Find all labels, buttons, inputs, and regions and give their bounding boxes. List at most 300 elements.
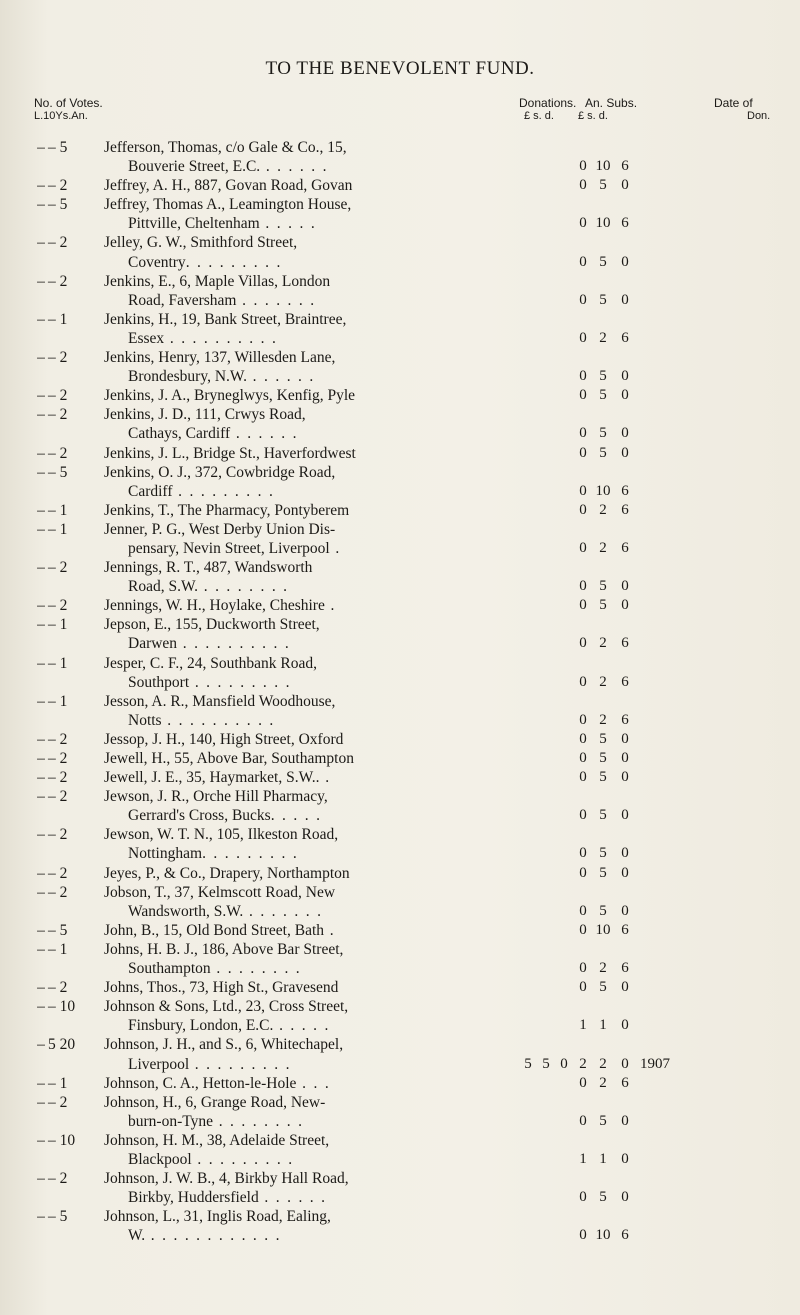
l10-votes: – <box>37 501 45 519</box>
subscription-shillings: 5 <box>599 253 607 270</box>
l10-votes: – <box>37 559 45 577</box>
l10-votes: – <box>37 349 45 367</box>
l10-votes: – <box>37 444 45 462</box>
entry-line <box>0 596 800 615</box>
subscription-pence: 6 <box>621 673 629 690</box>
subscription-pence: 0 <box>621 177 629 194</box>
subscription-pounds: 0 <box>579 864 587 881</box>
subscription-pounds: 0 <box>579 368 587 385</box>
entry-line <box>0 1207 800 1226</box>
subscriber-name: John, B., 15, Old Bond Street, Bath . <box>104 921 336 939</box>
list-item <box>0 1131 800 1169</box>
subscription-shillings: 10 <box>595 1227 611 1244</box>
subscriber-name: Johnson, H. M., 38, Adelaide Street, <box>104 1131 330 1149</box>
vote-count: – 5 <box>48 196 68 214</box>
subscription-pence: 0 <box>621 769 629 786</box>
subscription-pounds: 0 <box>579 482 587 499</box>
subscriber-name: Jenkins, J. D., 111, Crwys Road, <box>104 406 306 424</box>
subscription-shillings: 5 <box>599 750 607 766</box>
subscriber-name: Jenner, P. G., West Derby Union Dis- <box>104 520 336 538</box>
l10-votes: – <box>37 692 45 710</box>
subscriber-name: Jesson, A. R., Mansfield Woodhouse, <box>104 692 336 710</box>
subscriber-address: Coventry. . . . . . . . . <box>128 253 283 271</box>
subscriber-name: Jeffrey, Thomas A., Leamington House, <box>104 196 352 214</box>
list-item <box>0 348 800 386</box>
list-item <box>0 138 800 176</box>
vote-count: – 1 <box>48 616 68 634</box>
subscriber-name: Jenkins, E., 6, Maple Villas, London <box>104 272 331 290</box>
subscription-pounds: 0 <box>579 769 587 786</box>
vote-count: – 2 <box>48 788 68 806</box>
date-column-subheader: Don. <box>747 110 771 122</box>
entry-line <box>0 577 800 596</box>
vote-count: – 1 <box>48 940 68 958</box>
subscriber-name: Jenkins, J. L., Bridge St., Haverfordwest <box>104 444 356 462</box>
entry-line <box>0 348 800 367</box>
subscription-pounds: 1 <box>579 1017 587 1034</box>
entry-line <box>0 501 800 520</box>
subscription-pounds: 0 <box>579 253 587 270</box>
l10-votes: – <box>37 998 45 1016</box>
l10-votes: – <box>37 826 45 844</box>
vote-count: – 5 <box>48 463 68 481</box>
donations-units-header: £ s. d. <box>524 110 554 122</box>
entry-line <box>0 825 800 844</box>
entry-line <box>0 138 800 157</box>
entry-line <box>0 749 800 768</box>
entry-line <box>0 844 800 863</box>
entry-line <box>0 634 800 653</box>
entry-line <box>0 367 800 386</box>
subscription-pounds: 0 <box>579 750 587 766</box>
list-item <box>0 692 800 730</box>
subscription-pence: 0 <box>621 1189 629 1206</box>
list-item <box>0 787 800 825</box>
entry-line <box>0 463 800 482</box>
subscription-pounds: 0 <box>579 501 587 518</box>
subscription-shillings: 5 <box>599 368 607 385</box>
votes-column-header: No. of Votes. <box>34 96 103 110</box>
leader-dots: . . . . . . . <box>236 291 316 309</box>
subscription-pence: 6 <box>621 158 629 175</box>
l10-votes: – <box>37 177 45 195</box>
entry-line <box>0 482 800 501</box>
subscription-pence: 0 <box>621 1150 629 1167</box>
subscription-shillings: 1 <box>599 1017 607 1034</box>
donation-pounds: 5 <box>524 1055 532 1072</box>
subscription-pounds: 0 <box>579 960 587 977</box>
l10-votes: – <box>37 463 45 481</box>
subscriber-name: Jenkins, T., The Pharmacy, Pontyberem <box>104 501 350 519</box>
subscription-pounds: 0 <box>579 539 587 556</box>
subscription-shillings: 10 <box>595 482 611 499</box>
subscription-pounds: 0 <box>579 1074 587 1091</box>
subscriber-address: Liverpool . . . . . . . . . <box>128 1055 292 1073</box>
list-item <box>0 596 800 615</box>
l10-votes: – <box>37 1036 45 1054</box>
subscriber-address: Southport . . . . . . . . . <box>128 673 292 691</box>
subscription-pounds: 0 <box>579 177 587 194</box>
subscription-shillings: 5 <box>599 807 607 824</box>
subscription-pounds: 0 <box>579 444 587 461</box>
subscriber-name: Jewell, J. E., 35, Haymarket, S.W.. . <box>104 769 331 787</box>
vote-count: – 2 <box>48 1170 68 1188</box>
subscription-shillings: 5 <box>599 425 607 442</box>
subscriber-name: Jenkins, J. A., Bryneglwys, Kenfig, Pyle <box>104 387 356 405</box>
entry-line <box>0 615 800 634</box>
vote-count: – 2 <box>48 864 68 882</box>
leader-dots: . . . . . <box>273 1017 331 1035</box>
subscription-pence: 6 <box>621 921 629 938</box>
subscriber-name: Jeyes, P., & Co., Drapery, Northampton <box>104 864 350 882</box>
subscriber-name: Jewell, H., 55, Above Bar, Southampton <box>104 750 354 767</box>
subscription-pounds: 0 <box>579 387 587 404</box>
vote-count: – 2 <box>48 730 68 748</box>
subscription-pence: 6 <box>621 215 629 232</box>
subscriber-address: Bouverie Street, E.C. . . . . . . <box>128 158 329 176</box>
entry-line <box>0 195 800 214</box>
list-item <box>0 730 800 749</box>
entry-line <box>0 1112 800 1131</box>
subscription-pounds: 2 <box>579 1055 587 1072</box>
subscriber-address: Wandsworth, S.W. . . . . . . . <box>128 902 323 920</box>
subscriber-name: Jobson, T., 37, Kelmscott Road, New <box>104 883 336 901</box>
subscription-pence: 0 <box>621 425 629 442</box>
subscriber-name: Johnson, C. A., Hetton-le-Hole . . . <box>104 1074 331 1092</box>
entry-line <box>0 902 800 921</box>
subscriber-address: Birkby, Huddersfield . . . . . . <box>128 1189 327 1207</box>
subscription-pence: 0 <box>621 750 629 766</box>
list-item <box>0 233 800 271</box>
list-item <box>0 940 800 978</box>
subscription-pence: 0 <box>621 1112 629 1129</box>
subscription-shillings: 2 <box>599 539 607 556</box>
entry-line <box>0 405 800 424</box>
list-item <box>0 1074 800 1093</box>
subscriber-address: Notts . . . . . . . . . . <box>128 711 276 729</box>
subscriber-address: Gerrard's Cross, Bucks. . . . . <box>128 807 322 825</box>
entry-line <box>0 272 800 291</box>
vote-count: – 2 <box>48 272 68 290</box>
vote-count: – 2 <box>48 406 68 424</box>
subscription-shillings: 2 <box>599 635 607 652</box>
l10-votes: – <box>37 1093 45 1111</box>
entry-line <box>0 787 800 806</box>
subscriber-name: Jewson, W. T. N., 105, Ilkeston Road, <box>104 826 339 844</box>
subscriber-name: Johns, Thos., 73, High St., Gravesend <box>104 979 339 997</box>
l10-votes: – <box>37 387 45 405</box>
subscriber-name: Jennings, R. T., 487, Wandsworth <box>104 559 313 577</box>
subscription-shillings: 5 <box>599 979 607 996</box>
subscription-shillings: 2 <box>599 329 607 346</box>
entry-line <box>0 940 800 959</box>
list-item <box>0 997 800 1035</box>
l10-votes: – <box>37 616 45 634</box>
subscription-pence: 0 <box>621 253 629 270</box>
entry-line <box>0 329 800 348</box>
entry-line <box>0 214 800 233</box>
leader-dots: . <box>324 921 336 939</box>
page-title: TO THE BENEVOLENT FUND. <box>265 58 535 79</box>
l10-votes: – <box>37 979 45 997</box>
donation-pence: 0 <box>560 1055 568 1072</box>
entry-line <box>0 386 800 405</box>
entry-line <box>0 1074 800 1093</box>
subscription-shillings: 5 <box>599 578 607 595</box>
leader-dots: . . . . . . <box>258 1189 327 1207</box>
subscription-pence: 6 <box>621 539 629 556</box>
list-item <box>0 1207 800 1245</box>
subscription-shillings: 5 <box>599 444 607 461</box>
list-item <box>0 615 800 653</box>
subscriber-address: Nottingham. . . . . . . . . <box>128 845 299 863</box>
vote-count: – 2 <box>48 349 68 367</box>
leader-dots: . . . . . <box>259 215 317 233</box>
subscription-pence: 0 <box>621 1055 629 1072</box>
entry-line <box>0 157 800 176</box>
subscription-pounds: 0 <box>579 578 587 595</box>
l10-votes: – <box>37 597 45 615</box>
leader-dots: . . . . . . . . . . <box>177 635 291 653</box>
subscriber-name: Johns, H. B. J., 186, Above Bar Street, <box>104 940 344 958</box>
subscription-pounds: 0 <box>579 329 587 346</box>
list-item <box>0 921 800 940</box>
subscriber-address: Darwen . . . . . . . . . . <box>128 635 291 653</box>
subscription-pence: 6 <box>621 1074 629 1091</box>
leader-dots: . . . . . . . . <box>213 1112 304 1130</box>
entry-line <box>0 883 800 902</box>
subscription-pounds: 0 <box>579 730 587 747</box>
entry-line <box>0 1169 800 1188</box>
leader-dots: . . . . . . . . . . . . <box>145 1227 282 1245</box>
l10-votes: – <box>37 730 45 748</box>
subscription-shillings: 2 <box>599 711 607 728</box>
list-item <box>0 825 800 863</box>
l10-votes: – <box>37 1208 45 1226</box>
entry-line <box>0 1093 800 1112</box>
entry-line <box>0 997 800 1016</box>
subscriber-address: Blackpool . . . . . . . . . <box>128 1150 294 1168</box>
entry-line <box>0 233 800 252</box>
entry-line <box>0 978 800 997</box>
subscriber-name: Jelley, G. W., Smithford Street, <box>104 234 298 252</box>
entry-line <box>0 654 800 673</box>
entry-line <box>0 711 800 730</box>
list-item <box>0 520 800 558</box>
subscription-pence: 6 <box>621 635 629 652</box>
entry-line <box>0 692 800 711</box>
entry-line <box>0 1035 800 1054</box>
subscription-shillings: 2 <box>599 1055 607 1072</box>
vote-count: – 2 <box>48 387 68 405</box>
subscription-shillings: 5 <box>599 730 607 747</box>
l10-votes: – <box>37 406 45 424</box>
donation-shillings: 5 <box>542 1055 550 1072</box>
vote-count: – 2 <box>48 597 68 615</box>
list-item <box>0 654 800 692</box>
list-item <box>0 444 800 463</box>
vote-count: – 10 <box>48 1131 76 1149</box>
vote-count: – 1 <box>48 692 68 710</box>
subscription-pence: 6 <box>621 1227 629 1244</box>
subscriber-address: Cardiff . . . . . . . . . <box>128 482 275 500</box>
vote-count: – 5 <box>48 921 68 939</box>
list-item <box>0 864 800 883</box>
subscriber-list <box>0 138 800 1245</box>
entry-line <box>0 253 800 272</box>
leader-dots: . . . . . <box>270 807 322 825</box>
subscription-pounds: 0 <box>579 1227 587 1244</box>
subscription-shillings: 5 <box>599 769 607 786</box>
subscription-pounds: 0 <box>579 425 587 442</box>
subscription-pounds: 1 <box>579 1150 587 1167</box>
list-item <box>0 558 800 596</box>
subscriber-name: Jenkins, H., 19, Bank Street, Braintree, <box>104 310 347 328</box>
vote-count: – 2 <box>48 979 68 997</box>
entry-line <box>0 806 800 825</box>
l10-column-header: L.10Ys.An. <box>34 110 88 122</box>
subscription-pence: 0 <box>621 807 629 824</box>
entry-line <box>0 768 800 787</box>
leader-dots: . . . . . . <box>246 368 316 386</box>
l10-votes: – <box>37 272 45 290</box>
entry-line <box>0 1016 800 1035</box>
leader-dots: . . . . . . . . . . <box>161 711 276 729</box>
subscriber-name: Jesper, C. F., 24, Southbank Road, <box>104 654 317 672</box>
subscriptions-column-header: An. Subs. <box>585 96 638 110</box>
subscriber-name: Jessop, J. H., 140, High Street, Oxford <box>104 730 344 748</box>
subscription-pounds: 0 <box>579 597 587 614</box>
subscriber-address: W. . . . . . . . . . . . . <box>128 1227 282 1245</box>
entry-line <box>0 864 800 883</box>
leader-dots: . . . . . . . . <box>198 578 289 596</box>
list-item <box>0 176 800 195</box>
subscription-pence: 0 <box>621 444 629 461</box>
entry-line <box>0 1055 800 1074</box>
list-item <box>0 1035 800 1073</box>
subscription-shillings: 5 <box>599 1112 607 1129</box>
leader-dots: . <box>329 539 342 557</box>
entry-line <box>0 1188 800 1207</box>
leader-dots: . . . <box>296 1074 331 1092</box>
vote-count: – 2 <box>48 444 68 462</box>
list-item <box>0 768 800 787</box>
leader-dots: . . . . . . . . . <box>172 482 275 500</box>
subscription-pence: 0 <box>621 387 629 404</box>
list-item <box>0 386 800 405</box>
leader-dots: . . . . . . . . . <box>202 845 299 863</box>
vote-count: – 1 <box>48 501 68 519</box>
subscription-shillings: 5 <box>599 1189 607 1206</box>
subscription-pounds: 0 <box>579 215 587 232</box>
donation-date: 1907 <box>640 1055 670 1072</box>
entry-line <box>0 539 800 558</box>
subscription-pence: 0 <box>621 864 629 881</box>
list-item <box>0 405 800 443</box>
vote-count: – 10 <box>48 998 76 1016</box>
vote-count: – 5 <box>48 139 68 156</box>
vote-count: – 2 <box>48 883 68 901</box>
entry-line <box>0 291 800 310</box>
subscriber-address: Finsbury, London, E.C. . . . . . <box>128 1017 331 1035</box>
l10-votes: – <box>37 750 45 767</box>
l10-votes: – <box>37 234 45 252</box>
leader-dots: . <box>324 597 337 615</box>
vote-count: – 2 <box>48 750 68 767</box>
subscriber-name: Johnson, J. H., and S., 6, Whitechapel, <box>104 1036 344 1054</box>
subscription-pence: 0 <box>621 291 629 308</box>
entry-line <box>0 730 800 749</box>
l10-votes: – <box>37 1074 45 1092</box>
vote-count: – 2 <box>48 234 68 252</box>
subscriber-address: Essex . . . . . . . . . . <box>128 329 278 347</box>
subscriber-name: Jeffrey, A. H., 887, Govan Road, Govan <box>104 177 353 195</box>
subscriber-name: Johnson & Sons, Ltd., 23, Cross Street, <box>104 998 349 1016</box>
subscription-pounds: 0 <box>579 291 587 308</box>
subscription-pounds: 0 <box>579 845 587 862</box>
subscription-pence: 0 <box>621 730 629 747</box>
vote-count: – 2 <box>48 559 68 577</box>
vote-count: – 1 <box>48 520 68 538</box>
subscription-shillings: 5 <box>599 864 607 881</box>
vote-count: – 1 <box>48 654 68 672</box>
subscription-pounds: 0 <box>579 921 587 938</box>
vote-count: – 2 <box>48 177 68 195</box>
leader-dots: . . . . . . . <box>243 902 323 920</box>
subscriber-address: burn-on-Tyne . . . . . . . . <box>128 1112 304 1130</box>
l10-votes: – <box>37 654 45 672</box>
entry-line <box>0 424 800 443</box>
subscriber-name: Johnson, H., 6, Grange Road, New- <box>104 1093 326 1111</box>
subscription-pence: 0 <box>621 597 629 614</box>
l10-votes: – <box>37 921 45 939</box>
subscription-pence: 0 <box>621 845 629 862</box>
subscription-pounds: 0 <box>579 979 587 996</box>
subscription-shillings: 5 <box>599 597 607 614</box>
leader-dots: . . . . . . . . . <box>189 673 292 691</box>
entry-line <box>0 520 800 539</box>
entry-line <box>0 558 800 577</box>
list-item <box>0 501 800 520</box>
subscription-shillings: 5 <box>599 387 607 404</box>
entry-line <box>0 921 800 940</box>
subscription-shillings: 2 <box>599 1074 607 1091</box>
subscription-pence: 6 <box>621 501 629 518</box>
l10-votes: – <box>37 139 45 156</box>
subscriber-name: Johnson, L., 31, Inglis Road, Ealing, <box>104 1208 331 1226</box>
l10-votes: – <box>37 769 45 787</box>
list-item <box>0 749 800 768</box>
subscriber-address: pensary, Nevin Street, Liverpool . <box>128 539 342 557</box>
subscription-pounds: 0 <box>579 902 587 919</box>
subscriber-address: Road, S.W. . . . . . . . . <box>128 578 289 596</box>
subscription-pence: 0 <box>621 902 629 919</box>
l10-votes: – <box>37 864 45 882</box>
leader-dots: . . . . . . . . . . <box>164 329 278 347</box>
entry-line <box>0 1131 800 1150</box>
subscriber-address: Road, Faversham . . . . . . . <box>128 291 316 309</box>
subscriptions-units-header: £ s. d. <box>578 110 608 122</box>
subscription-pounds: 0 <box>579 158 587 175</box>
subscription-shillings: 5 <box>599 845 607 862</box>
subscription-pounds: 0 <box>579 1112 587 1129</box>
subscriber-address: Brondesbury, N.W. . . . . . . <box>128 368 316 386</box>
subscription-pence: 0 <box>621 979 629 996</box>
l10-votes: – <box>37 310 45 328</box>
subscriber-name: Jenkins, O. J., 372, Cowbridge Road, <box>104 463 336 481</box>
subscription-pence: 6 <box>621 711 629 728</box>
subscriber-address: Cathays, Cardiff . . . . . . <box>128 425 299 443</box>
